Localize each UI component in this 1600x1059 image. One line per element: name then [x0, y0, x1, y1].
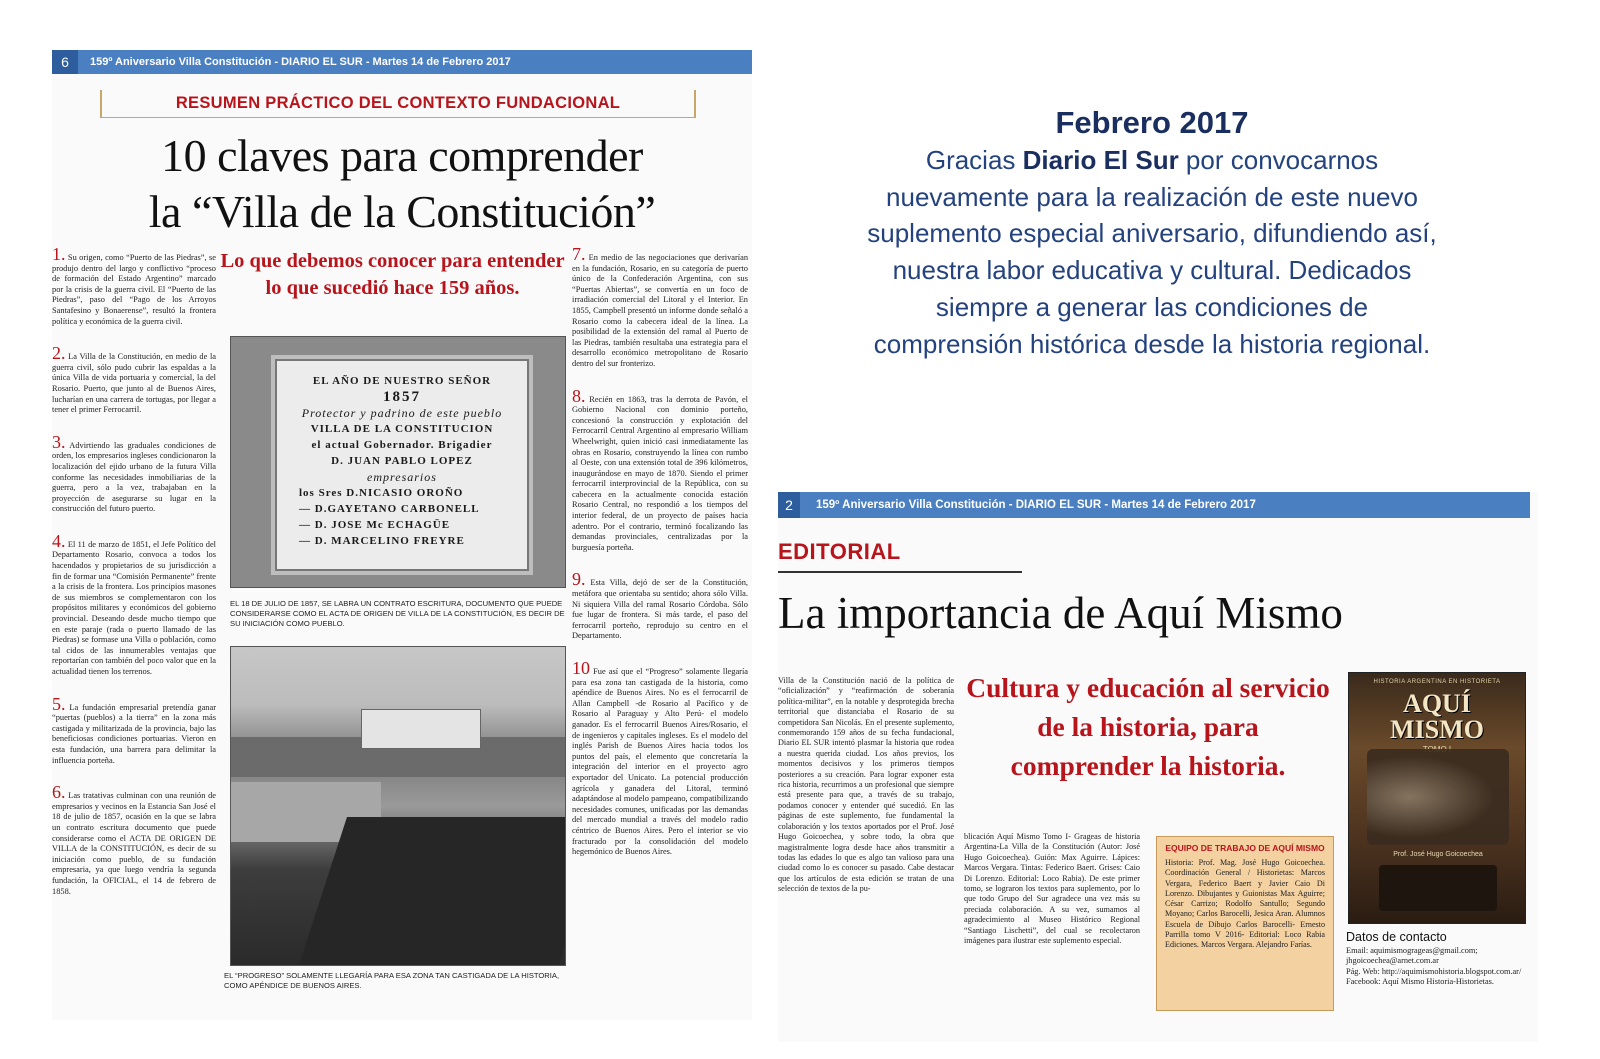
- key-item: [52, 343, 217, 416]
- key-number: 2.: [52, 343, 66, 364]
- key-number: 10: [572, 658, 590, 678]
- key-item: [52, 431, 216, 515]
- plaque-year: 1857: [383, 389, 421, 405]
- intro-newspaper-name: Diario El Sur: [1022, 145, 1179, 175]
- contact-facebook: Facebook: Aquí Mismo Historia-Historietas.: [1346, 977, 1494, 987]
- plaque-line: EL AÑO DE NUESTRO SEÑOR: [312, 375, 492, 387]
- key-number: 5.: [52, 693, 66, 714]
- plaque-line: los Sres D.NICASIO OROÑO: [299, 487, 464, 499]
- key-item: [572, 658, 748, 858]
- main-title-line2: la “Villa de la Constitución”: [148, 186, 656, 237]
- contact-info: [1346, 930, 1532, 988]
- key-item: [52, 782, 217, 897]
- photo-building: [361, 709, 481, 749]
- key-item: [52, 530, 216, 678]
- page-number: 6: [52, 50, 78, 74]
- key-number: 4.: [52, 530, 66, 551]
- key-item: [572, 385, 748, 554]
- newspaper-page-left: [52, 50, 752, 1020]
- team-box: [1156, 836, 1334, 1011]
- key-number: 6.: [52, 782, 66, 803]
- key-number: 9.: [572, 569, 586, 590]
- book-title: [1349, 691, 1525, 743]
- key-number: 7.: [572, 244, 586, 264]
- book-illustration: [1379, 865, 1497, 911]
- key-item: [572, 569, 749, 642]
- newspaper-page-right: [778, 492, 1538, 1042]
- kicker: RESUMEN PRÁCTICO DEL CONTEXTO FUNDACIONAL: [175, 94, 621, 112]
- key-number: 8.: [572, 385, 586, 406]
- main-title-line1: 10 claves para comprender: [161, 130, 643, 181]
- key-number: 3.: [52, 431, 66, 452]
- plaque-line: Protector y padrino de este pueblo: [301, 406, 503, 420]
- plaque-line: D. JUAN PABLO LOPEZ: [331, 455, 473, 467]
- section-rule: [778, 571, 1022, 573]
- key-text: La fundación empresarial pretendía ganar “puertas (pueblos) a la tierra” en la zona más castigada y militarizada de la provincia, bajo las beneficiosas condiciones portuarias. Vieron en esta fundación, una barrera para delimitar la influencia porteña.: [52, 702, 216, 765]
- plaque-line: — D. MARCELINO FREYRE: [299, 535, 465, 547]
- kicker-box: [100, 90, 696, 118]
- intro-body: [862, 142, 1442, 362]
- key-item: [52, 693, 216, 767]
- book-portraits: [1367, 749, 1509, 845]
- page-header-bar: [52, 50, 752, 74]
- key-number: 1.: [52, 244, 66, 264]
- page-header-bar: [778, 492, 1530, 518]
- deck: Lo que debemos conocer para entender lo que sucedió hace 159 años.: [220, 250, 565, 299]
- editorial-deck: Cultura y educación al servicio de la historia, para comprender la historia.: [966, 672, 1330, 781]
- intro-text-before: Gracias: [925, 145, 1023, 175]
- key-text: Las tratativas culminan con una reunión de empresarios y vecinos en la Estancia San José el 18 de julio de 1857, ocasión en la que se labra un contrato escritura documento que puede considerarse como el ACTA DE ORIGEN DE VILLA de la CONSTITUCIÓN, es decir de su iniciación como pueblo, de su fundación empresaria, ya que luego vendría la segunda fundación, la OFICIAL, el 14 de febrero de 1858.: [52, 791, 217, 896]
- plaque-line: el actual Gobernador. Brigadier: [311, 439, 493, 451]
- plaque-line: — D.GAYETANO CARBONELL: [299, 503, 480, 515]
- editorial-column-1: Villa de la Constitución nació de la política de “oficialización” y “reafirmación de soberanía política-militar”, en la notable y desprotegida brecha territorial que distanciaba el Rosario de su competidora San Nicolás. En el presente suplemento, conmemorando 159 años de su fecha fundacional, Diario EL SUR intentó plasmar la historia que rodea a nuestra querida ciudad. Los años previos, los momentos decisivos y los primeros tiempos posteriores a su creación. Para lograr exponer esta rica historia, recurrimos a un profesional que siempre está presente para que, a través de su trabajo, podamos conocer y entender qué sucedió. En las páginas de este suplemento, fue fundamental la colaboración y los textos aportados por el Prof. José Hugo Goicoechea, y sobre todo, la obra que magistralmente logra desde hace años transmitir a todas las edades lo que es algo tan valioso para una ciudad como lo es conocer su pasado. Cabe destacar que los artículos de esta edición se tratan de una selección de textos de la pu-: [778, 676, 954, 894]
- contact-title: Datos de contacto: [1346, 930, 1447, 944]
- main-title: [52, 128, 752, 240]
- plaque: [271, 355, 533, 575]
- page-header-text: 159º Aniversario Villa Constitución - DIARIO EL SUR - Martes 14 de Febrero 2017: [816, 499, 1256, 511]
- section-label: EDITORIAL: [778, 539, 901, 564]
- book-series: HISTORIA ARGENTINA EN HISTORIETA: [1373, 679, 1501, 685]
- photo-caption: EL “PROGRESO” SOLAMENTE LLEGARÍA PARA ESA ZONA TAN CASTIGADA DE LA HISTORIA, COMO APÉNDICE DE BUENOS AIRES.: [224, 971, 560, 990]
- plaque-line: — D. JOSE Mc ECHAGÜE: [299, 519, 451, 531]
- key-text: El 11 de marzo de 1851, el Jefe Político del Departamento Rosario, convoca a todos los hacendados y propietarios de su jurisdicción a fin de formar una “Comisión Permanente” frente a la crisis de la frontera. Los principios masones de sus miembros se complementaron con los propósitos militares y económicos del gobierno provincial. Deseando desde mucho tiempo que en este paraje (rada o puerto llamado de las Piedras) se formase una Villa o población, como tal cidos de las innumerables ventajas que reportarían con también del poco valor que en la actualidad tienen los terrenos.: [52, 539, 216, 676]
- key-text: Fue así que el “Progreso” solamente llegaría para esa zona tan castigada de la historia, como apéndice de Buenos Aires. No es el ferrocarril de Allan Campbell -de Rosario al Pacífico y de Rosario al Paraguay y Alto Perú- el modelo ganador. Es el ferrocarril Buenos Aires/Rosario, el de ingenieros y capitales ingleses. Es el modelo del inglés Parish de Buenos Aires hacia todos los puntos del país, el elemento que concretaría la integración del interior en el proyecto agro exportador del Unicato. La potencial producción agrícola y ganadera del Litoral, terminó adaptándose al modelo pampeano, compatibilizando necesidades comunes, unificadas por las demandas del mercado mundial a través del modelo radio céntrico de Buenos Aires. Pero el interior se vio fracturado por la consolidación del modelo hegemónico de Buenos Aires.: [572, 667, 748, 857]
- editorial-headline: La importancia de Aquí Mismo: [778, 588, 1343, 638]
- contact-web: Pág. Web: http://aquimismohistoria.blogspot.com.ar/: [1346, 966, 1522, 976]
- key-item: [572, 244, 749, 370]
- page-number: 2: [778, 492, 800, 518]
- key-item: [52, 244, 216, 327]
- team-title: EQUIPO DE TRABAJO DE AQUÍ MISMO: [1165, 843, 1325, 853]
- book-author: Prof. José Hugo Goicoechea: [1393, 851, 1483, 858]
- plaque-photo: [230, 336, 566, 588]
- column-right: [572, 244, 749, 877]
- page-header-text: 159º Aniversario Villa Constitución - DIARIO EL SUR - Martes 14 de Febrero 2017: [90, 56, 511, 68]
- key-text: La Villa de la Constitución, en medio de la guerra civil, sólo pudo cubrir las espaldas a la única Villa de vida portuaria y comercial, la del Rosario. Puerto, que junto al de Buenos Aires, lucharían en una carrera de tortugas, por llegar a tener el primer Ferrocarril.: [52, 352, 217, 415]
- book-title-line1: AQUÍ: [1403, 689, 1471, 718]
- historic-port-photo: [230, 646, 566, 966]
- editorial-column-2: blicación Aquí Mismo Tomo I- Grageas de historia Argentina-La Villa de la Constitución (Autor: José Hugo Goicoechea). Guión: Max Aguirre. Lápices: Marcos Vergara. Tintas: Federico Baert. Grises: Caio Di Lorenzo. Editorial: Loco Rabia). De este primer tomo, se lograron los textos para suplemento, por lo que todo Grupo del Sur agradece una vez más su preciada colaboración. A su vez, sumamos al agradecimiento al Museo Histórico Regional “Santiago Lischetti”, del cual se recolectaron imágenes para ilustrar este suplemento especial.: [964, 832, 1140, 946]
- key-text: Advirtiendo las graduales condiciones de orden, los empresarios ingleses condicionaron la localización del ejido urbano de la futura Villa conforme las necesidades inmobiliarias de la guerra, pero a la vez, trabajaban en la proyección de asegurarse su lugar en la construcción del futuro puerto.: [52, 440, 216, 514]
- intro-title: Febrero 2017: [1055, 105, 1249, 140]
- key-text: En medio de las negociaciones que derivarían en la fundación, Rosario, en su categoría de puerto único de la Confederación Argentina, con sus “Puertas Abiertas”, se convertía en un foco de irradiación comercial del Litoral y el Interior. En 1855, Campbell presentó un informe donde señaló a Rosario como la cabecera ideal de la línea. La posibilidad de la extensión del ramal al Puerto de las Piedras, también resultaba una estrategia para el desarrollo económico metropolitano de Rosario dentro del sur fronterizo.: [572, 253, 749, 368]
- column-left: [52, 244, 217, 916]
- photo-caption: EL 18 DE JULIO DE 1857, SE LABRA UN CONTRATO ESCRITURA, DOCUMENTO QUE PUEDE CONSIDERARSE COMO EL ACTA DE ORIGEN DE VILLA DE LA CONSTITUCIÓN, ES DECIR DE SU INICIACIÓN COMO PUEBLO.: [230, 599, 565, 628]
- contact-email: Email: aquimismogrageas@gmail.com; jhgoicoechea@arnet.com.ar: [1346, 946, 1478, 966]
- key-text: Recién en 1863, tras la derrota de Pavón, el Gobierno Nacional con dominio porteño, concesionó la construcción y explotación del Ferrocarril Central Argentino al empresario William Wheelwright, quien inició casi inmediatamente las obras en Rosario, construyendo la línea con rumbo al Oeste, con una extensión total de 396 kilómetros, inaugurándose en mayo de 1870. Siendo el primer ferrocarril interprovincial de la República, con su cabecera en la actualmente conocida estación Rosario Central, no respondió a los tiempos del interior federal, de un proyecto de países hacia adentro. Por el contrario, terminó focalizando las demandas provinciales, centralizadas por la burguesía porteña.: [572, 394, 748, 552]
- intro-text-after: por convocarnos nuevamente para la realización de este nuevo suplemento especial aniversario, difundiendo así, nuestra labor educativa y cultural. Dedicados siempre a generar las condiciones de comprensión histórica desde la historia regional.: [867, 145, 1437, 359]
- key-text: Esta Villa, dejó de ser de la Constitución, metáfora que orientaba su sentido; ahora sólo Villa. Ni siquiera Villa del ramal Rosario Córdoba. Sólo fue lugar de frontera. Si más tarde, el paso del ferrocarril porteño, reprodujo su centro en el Departamento.: [572, 578, 749, 641]
- plaque-line: empresarios: [367, 470, 437, 484]
- plaque-line: VILLA DE LA CONSTITUCION: [310, 423, 494, 435]
- key-text: Su origen, como “Puerto de las Piedras”, se produjo dentro del largo y conflictivo “proceso de formación del Estado Argentino” marcado por la crisis de la guerra civil. El “Puerto de las Piedras”, paso del “Pago de los Arroyos Santafesino y Bonaerense”, resultó la frontera política y económica de la guerra civil.: [52, 253, 216, 326]
- book-cover-image: [1348, 672, 1526, 924]
- intro-note: [862, 104, 1442, 362]
- book-title-line2: MISMO: [1390, 715, 1484, 744]
- team-text: Historia: Prof. Mag. José Hugo Goicoechea. Coordinación General / Historietas: Marcos Vergara, Federico Baert y Javier Caio Di Lorenzo. Dibujantes y Guionistas Max Aguirre; César Carrizo; Rodolfo Santullo; Segundo Moyano; Carlos Barocelli, Jesica Aran. Alumnos Escuela de Dibujo Carlos Barocelli- Ernesto Parrilla tomo V 2016- Editorial: Loco Rabia Ediciones. Marcos Vergara. Alejandro Farías.: [1165, 858, 1325, 950]
